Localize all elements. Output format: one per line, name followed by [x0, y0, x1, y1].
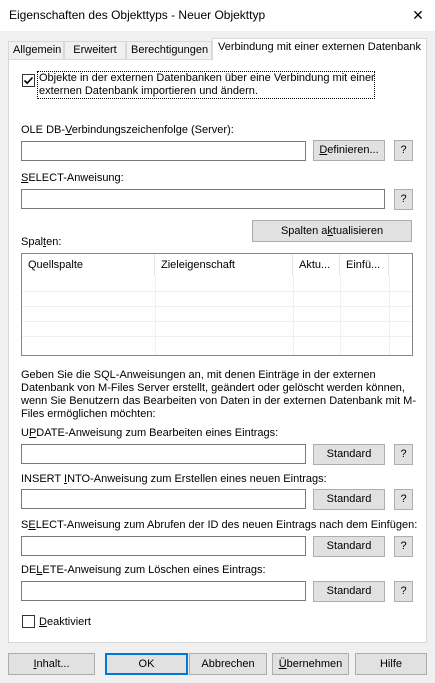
- delete-standard-button[interactable]: Standard: [313, 581, 385, 602]
- columns-label-post: en:: [46, 236, 62, 248]
- refresh-mnemonic: k: [327, 225, 333, 237]
- select-help-button[interactable]: ?: [394, 189, 413, 210]
- sql-description: Geben Sie die SQL-Anweisungen an, mit denen Einträge in der externen Datenbank von M-Files Server erstellt, geändert oder gelöscht werden können, wenn Sie Benutzern das Bearbeiten von Daten in der externen Datenbank mit M-Files ermöglichen möchten:: [21, 369, 417, 420]
- tab-panel: [8, 59, 427, 643]
- tab-berechtigungen[interactable]: Berechtigungen: [126, 41, 212, 59]
- ole-help-button[interactable]: ?: [394, 140, 413, 161]
- ole-connection-input[interactable]: [21, 141, 306, 161]
- close-icon[interactable]: ✕: [412, 7, 424, 23]
- define-mnemonic: D: [319, 144, 328, 156]
- select-id-label-post: LECT-Anweisung zum Abrufen der ID des neuen Eintrags nach dem Einfügen:: [35, 519, 418, 531]
- delete-label: [21, 564, 266, 576]
- columns-header: [22, 254, 412, 276]
- column-header-einfuegen[interactable]: Einfü...: [340, 254, 389, 276]
- apply-button[interactable]: [272, 653, 349, 675]
- select-id-help-button[interactable]: ?: [394, 536, 413, 557]
- columns-listview[interactable]: [21, 253, 413, 356]
- refresh-post: tualisieren: [332, 225, 384, 237]
- select-label-mnemonic: S: [21, 172, 29, 184]
- apply-post: bernehmen: [286, 658, 343, 670]
- column-header-zieleigenschaft[interactable]: Zieleigenschaft: [155, 254, 293, 276]
- select-id-label: [21, 519, 417, 531]
- define-post: efinieren...: [327, 144, 379, 156]
- column-header-quellspalte[interactable]: Quellspalte: [22, 254, 155, 276]
- import-label-text1: Objekte in der externen Datenbanken über eine Verbindung mit einer: [39, 72, 375, 84]
- insert-label-mnemonic: I: [64, 473, 68, 485]
- select-id-label-mnemonic: E: [28, 519, 36, 531]
- columns-label-pre: Spal: [21, 236, 44, 248]
- delete-label-post: ETE-Anweisung zum Löschen eines Eintrags:: [42, 564, 266, 576]
- checkmark-icon: [23, 75, 34, 86]
- update-statement-input[interactable]: [21, 444, 306, 464]
- update-label: [21, 427, 278, 439]
- select-statement-input[interactable]: [21, 189, 385, 209]
- deactivated-label[interactable]: [39, 616, 91, 628]
- cancel-button[interactable]: Abbrechen: [189, 653, 267, 675]
- insert-label-pre: INSERT: [21, 473, 64, 485]
- grid-line: [22, 306, 412, 307]
- grid-vline: [293, 276, 294, 355]
- select-id-standard-button[interactable]: Standard: [313, 536, 385, 557]
- update-help-button[interactable]: ?: [394, 444, 413, 465]
- grid-vline: [155, 276, 156, 355]
- insert-statement-input[interactable]: [21, 489, 306, 509]
- columns-label-mnemonic: t: [43, 236, 47, 248]
- info-button[interactable]: [8, 653, 95, 675]
- delete-help-button[interactable]: ?: [394, 581, 413, 602]
- ole-label-pre: OLE DB-: [21, 124, 66, 136]
- select-id-statement-input[interactable]: [21, 536, 306, 556]
- title-bar: [0, 0, 435, 31]
- ole-label-mnemonic: V: [65, 124, 72, 136]
- select-label: [21, 172, 124, 184]
- ok-button[interactable]: OK: [105, 653, 188, 675]
- select-label-post: ELECT-Anweisung:: [28, 172, 124, 184]
- delete-label-pre: DE: [21, 564, 37, 576]
- grid-vline: [389, 276, 390, 355]
- import-checkbox[interactable]: [22, 74, 35, 87]
- tab-allgemein[interactable]: Allgemein: [8, 41, 64, 59]
- import-label-line1[interactable]: [39, 72, 375, 84]
- update-label-mnemonic: P: [28, 427, 37, 439]
- deactivated-label-mnemonic: D: [39, 616, 47, 628]
- ole-label: [21, 124, 234, 136]
- window-title: Eigenschaften des Objekttyps - Neuer Objekttyp: [9, 8, 266, 22]
- help-button[interactable]: Hilfe: [355, 653, 427, 675]
- grid-line: [22, 321, 412, 322]
- tab-erweitert[interactable]: Erweitert: [64, 41, 126, 59]
- delete-label-mnemonic: L: [36, 564, 43, 576]
- refresh-columns-button[interactable]: [252, 220, 412, 242]
- info-mnemonic: I: [33, 658, 37, 670]
- delete-statement-input[interactable]: [21, 581, 306, 601]
- columns-label: [21, 236, 61, 248]
- import-label-line2[interactable]: externen Datenbank importieren und ändern.: [39, 85, 258, 97]
- insert-help-button[interactable]: ?: [394, 489, 413, 510]
- apply-mnemonic: Ü: [278, 658, 287, 670]
- insert-label-post: NTO-Anweisung zum Erstellen eines neuen Eintrags:: [67, 473, 327, 485]
- refresh-pre: Spalten a: [280, 225, 328, 237]
- define-button[interactable]: [313, 140, 385, 161]
- select-id-label-pre: S: [21, 519, 29, 531]
- grid-vline: [340, 276, 341, 355]
- grid-line: [22, 336, 412, 337]
- update-label-post: DATE-Anweisung zum Bearbeiten eines Eintrags:: [36, 427, 279, 439]
- ole-label-post: erbindungszeichenfolge (Server):: [71, 124, 234, 136]
- grid-line: [22, 291, 412, 292]
- insert-label: [21, 473, 327, 485]
- deactivated-checkbox[interactable]: [22, 615, 35, 628]
- insert-standard-button[interactable]: Standard: [313, 489, 385, 510]
- info-post: nhalt...: [36, 658, 70, 670]
- update-standard-button[interactable]: Standard: [313, 444, 385, 465]
- tab-external-db[interactable]: Verbindung mit einer externen Datenbank: [212, 38, 427, 60]
- column-header-aktualisieren[interactable]: Aktu...: [293, 254, 340, 276]
- update-label-pre: U: [21, 427, 29, 439]
- deactivated-label-post: eaktiviert: [46, 616, 91, 628]
